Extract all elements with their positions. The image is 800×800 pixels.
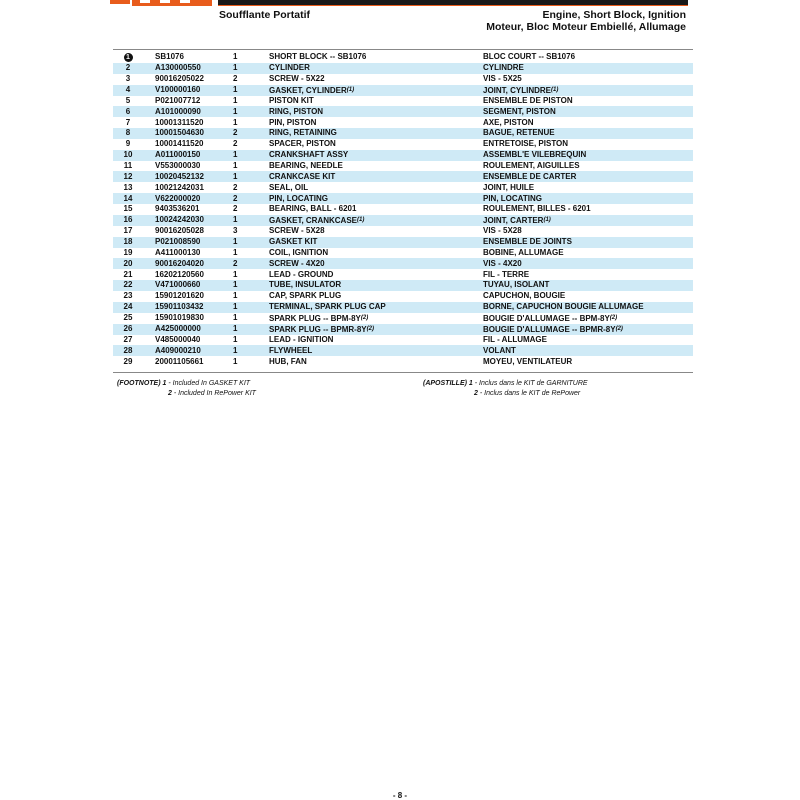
ref-number-cell: 4 [113, 85, 143, 96]
part-number-cell: 16202120560 [155, 269, 204, 279]
description-en-cell [269, 280, 483, 291]
description-fr-cell [483, 215, 693, 226]
description-en: TUBE, INSULATOR [269, 280, 342, 290]
footnote-label: (FOOTNOTE) [117, 380, 161, 387]
table-row [113, 74, 693, 85]
description-fr: ENSEMBLE DE JOINTS [483, 237, 572, 247]
description-en-cell [269, 193, 483, 204]
description-en: GASKET, CYLINDER [269, 85, 347, 95]
description-fr-cell [483, 96, 693, 107]
page-title-left: Soufflante Portatif [219, 9, 310, 21]
description-en: SPARK PLUG -- BPM-8Y [269, 313, 361, 323]
description-en: SEAL, OIL [269, 182, 309, 192]
description-fr-cell [483, 345, 693, 356]
description-fr: AXE, PISTON [483, 117, 534, 127]
description-en-cell [269, 313, 483, 324]
footnotes-en [117, 379, 256, 398]
quantity-cell: 1 [233, 345, 269, 356]
table-row [113, 248, 693, 259]
description-en-cell [269, 63, 483, 74]
description-en-cell [269, 258, 483, 269]
description-en: GASKET, CRANKCASE [269, 215, 358, 225]
description-fr: BLOC COURT -- SB1076 [483, 52, 576, 62]
description-en-cell [269, 248, 483, 259]
description-fr-cell [483, 237, 693, 248]
description-en: SCREW - 5X22 [269, 74, 325, 84]
footnote-ref: (1) [346, 86, 355, 93]
part-number-cell: A130000550 [143, 63, 233, 74]
footnote-ref: (2) [366, 325, 374, 332]
description-fr-cell [483, 150, 693, 161]
description-fr: ENSEMBLE DE CARTER [483, 171, 577, 181]
footnote-text: - Included In GASKET KIT [168, 380, 251, 387]
quantity-cell: 2 [233, 128, 269, 139]
description-fr: VIS - 4X20 [483, 258, 522, 268]
brand-logo [110, 0, 215, 6]
table-row [113, 226, 693, 237]
description-en-cell [269, 74, 483, 85]
description-fr: BAGUE, RETENUE [483, 128, 555, 138]
part-number-cell: A011000150 [143, 150, 233, 161]
table-row [113, 237, 693, 248]
ref-number-cell: 25 [123, 313, 133, 323]
part-number-cell: V471000660 [143, 280, 233, 291]
quantity-cell: 1 [233, 334, 238, 344]
table-row [113, 171, 693, 182]
footnote-label: (APOSTILLE) [423, 380, 467, 387]
description-en-cell [269, 237, 483, 248]
footnote-number: 2 [474, 389, 478, 397]
section-title-fr: Moteur, Bloc Moteur Embiellé, Allumage [486, 21, 686, 33]
description-en-cell [269, 356, 483, 367]
table-row [113, 161, 693, 172]
description-fr-cell [483, 269, 693, 280]
part-number-cell: A409000210 [143, 345, 233, 356]
ref-number-cell: 3 [125, 74, 131, 84]
description-en: SPARK PLUG -- BPMR-8Y [269, 324, 367, 334]
description-en: SPACER, PISTON [269, 139, 336, 149]
description-en-cell [269, 171, 483, 182]
ref-number-cell: 16 [113, 215, 143, 226]
description-en: FLYWHEEL [269, 345, 313, 355]
quantity-cell: 1 [233, 247, 238, 257]
description-fr-cell [483, 182, 693, 193]
description-en-cell [269, 139, 483, 150]
footnotes-fr [423, 379, 588, 398]
description-en-cell [269, 324, 483, 335]
table-row [113, 52, 693, 63]
description-fr-cell [483, 258, 693, 269]
table-row [113, 106, 693, 117]
description-en-cell [269, 335, 483, 346]
description-fr: ROULEMENT, AIGUILLES [483, 161, 580, 171]
description-fr-cell [483, 63, 693, 74]
description-fr: CAPUCHON, BOUGIE [483, 291, 566, 301]
description-fr-cell [483, 324, 693, 335]
table-row [113, 193, 693, 204]
footnote-text: - Inclus dans le KIT de RePower [479, 389, 581, 397]
footnote-ref: (1) [543, 216, 551, 223]
description-en: CAP, SPARK PLUG [269, 291, 342, 301]
ref-number-cell: 12 [113, 171, 143, 182]
quantity-cell: 1 [233, 324, 269, 335]
description-fr: ROULEMENT, BILLES - 6201 [483, 204, 591, 214]
description-en-cell [269, 182, 483, 193]
table-row [113, 356, 693, 367]
part-number-cell: A425000000 [143, 324, 233, 335]
description-en: PISTON KIT [269, 95, 314, 105]
part-number-cell: 20001105661 [155, 356, 204, 366]
description-en: BEARING, NEEDLE [269, 161, 343, 171]
ref-number-cell: 15 [123, 204, 133, 214]
table-row [113, 117, 693, 128]
table-row [113, 291, 693, 302]
table-row [113, 182, 693, 193]
description-fr: ENTRETOISE, PISTON [483, 139, 569, 149]
ref-number-cell: 2 [113, 63, 143, 74]
description-en: TERMINAL, SPARK PLUG CAP [269, 302, 386, 312]
part-number-cell: 10021242031 [155, 182, 204, 192]
footnote-ref: (2) [615, 325, 623, 332]
quantity-cell: 1 [233, 171, 269, 182]
quantity-cell: 3 [233, 226, 238, 236]
description-en-cell [269, 226, 483, 237]
ref-number-cell: 27 [123, 334, 133, 344]
part-number-cell: V100000160 [143, 85, 233, 96]
ref-number-cell: 21 [123, 269, 133, 279]
part-number-cell: P021008590 [143, 237, 233, 248]
footnote-text: - Included In RePower KIT [173, 389, 256, 397]
description-fr: SEGMENT, PISTON [483, 106, 556, 116]
part-number-cell: 15901103432 [143, 302, 233, 313]
table-bottom-rule [113, 372, 693, 373]
quantity-cell: 1 [233, 215, 269, 226]
description-en-cell [269, 117, 483, 128]
ref-number-cell: 8 [113, 128, 143, 139]
quantity-cell: 1 [233, 161, 238, 171]
quantity-cell: 2 [233, 204, 238, 214]
description-en-cell [269, 302, 483, 313]
description-fr: BORNE, CAPUCHON BOUGIE ALLUMAGE [483, 302, 644, 312]
ref-number-cell: 7 [125, 117, 131, 127]
table-row [113, 150, 693, 161]
ref-number-cell: 19 [123, 247, 133, 257]
footnote-number: 2 [168, 389, 172, 397]
ref-number-cell: 10 [113, 150, 143, 161]
part-number-cell: 90016205022 [155, 74, 204, 84]
section-title-en: Engine, Short Block, Ignition [542, 9, 686, 21]
table-top-rule [113, 49, 693, 50]
description-en: PIN, LOCATING [269, 193, 328, 203]
quantity-cell: 1 [233, 356, 238, 366]
description-fr: FIL - ALLUMAGE [483, 334, 547, 344]
description-fr-cell [483, 161, 693, 172]
description-en-cell [269, 215, 483, 226]
table-row [113, 345, 693, 356]
footnote-ref: (2) [609, 314, 618, 321]
description-en: CYLINDER [269, 63, 310, 73]
description-en: GASKET KIT [269, 237, 318, 247]
quantity-cell: 1 [233, 106, 269, 117]
quantity-cell: 1 [233, 280, 269, 291]
quantity-cell: 2 [233, 258, 269, 269]
ref-number-cell: 17 [123, 226, 133, 236]
description-fr: CYLINDRE [483, 63, 524, 73]
description-fr-cell [483, 52, 693, 63]
quantity-cell: 1 [233, 63, 269, 74]
table-row [113, 269, 693, 280]
table-row [113, 335, 693, 346]
table-row [113, 302, 693, 313]
parts-table [113, 52, 693, 367]
ref-number-cell: 18 [113, 237, 143, 248]
page-number: - 8 - [392, 791, 408, 800]
quantity-cell: 1 [233, 52, 238, 62]
footnote-ref: (1) [551, 86, 559, 93]
description-en: RING, RETAINING [269, 128, 337, 138]
description-fr-cell [483, 139, 693, 150]
description-en: SCREW - 5X28 [269, 226, 325, 236]
ref-number-cell: 23 [123, 291, 133, 301]
part-number-cell: 90016205028 [155, 226, 204, 236]
quantity-cell: 1 [233, 269, 238, 279]
description-fr-cell [483, 106, 693, 117]
part-number-cell: A101000090 [143, 106, 233, 117]
ref-number-cell: 11 [123, 161, 133, 171]
description-en: HUB, FAN [269, 356, 307, 366]
part-number-cell: 10001411520 [155, 139, 204, 149]
description-en: LEAD - GROUND [269, 269, 334, 279]
description-fr-cell [483, 193, 693, 204]
footnote-text: - Inclus dans le KIT de GARNITURE [474, 380, 588, 387]
part-number-cell: 10024242030 [143, 215, 233, 226]
ref-number-cell: 20 [113, 258, 143, 269]
quantity-cell: 2 [233, 139, 238, 149]
quantity-cell: 1 [233, 117, 238, 127]
description-fr: BOBINE, ALLUMAGE [483, 247, 564, 257]
part-number-cell: V553000030 [155, 161, 201, 171]
description-fr-cell [483, 204, 693, 215]
description-en-cell [269, 150, 483, 161]
description-fr-cell [483, 171, 693, 182]
description-en-cell [269, 291, 483, 302]
table-row [113, 63, 693, 74]
ref-number-cell: 13 [123, 182, 133, 192]
part-number-cell: V485000040 [155, 334, 201, 344]
quantity-cell: 2 [233, 193, 269, 204]
description-fr-cell [483, 117, 693, 128]
description-en: PIN, PISTON [269, 117, 317, 127]
footnote-ref: (1) [357, 216, 365, 223]
description-fr: ASSEMBL'E VILEBREQUIN [483, 150, 587, 160]
description-fr-cell [483, 226, 693, 237]
description-fr: VOLANT [483, 345, 516, 355]
quantity-cell: 2 [233, 74, 238, 84]
table-row [113, 324, 693, 335]
ref-number-cell: 9 [125, 139, 131, 149]
table-row [113, 280, 693, 291]
footnote-number: 1 [162, 380, 167, 387]
part-number-cell: 10020452132 [143, 171, 233, 182]
part-number-cell: 15901019830 [155, 313, 204, 323]
ref-number-cell: 5 [125, 95, 131, 105]
description-fr: JOINT, HUILE [483, 182, 535, 192]
ref-number-cell [113, 52, 143, 63]
description-fr: BOUGIE D'ALLUMAGE -- BPM-8Y [483, 313, 610, 323]
quantity-cell: 1 [233, 85, 269, 96]
table-row [113, 204, 693, 215]
description-fr: JOINT, CARTER [483, 215, 544, 225]
footnote-number: 1 [468, 380, 473, 387]
quantity-cell: 2 [233, 182, 238, 192]
description-en-cell [269, 52, 483, 63]
header-bar-accent [218, 5, 688, 6]
description-fr: TUYAU, ISOLANT [483, 280, 550, 290]
part-number-cell: 10001504630 [143, 128, 233, 139]
description-en-cell [269, 345, 483, 356]
description-fr: BOUGIE D'ALLUMAGE -- BPMR-8Y [483, 324, 616, 334]
ref-number-cell: 6 [113, 106, 143, 117]
description-fr-cell [483, 280, 693, 291]
table-row [113, 313, 693, 324]
ref-number-cell: 22 [113, 280, 143, 291]
description-en-cell [269, 204, 483, 215]
description-fr-cell [483, 302, 693, 313]
description-fr: VIS - 5X25 [483, 74, 522, 84]
description-en: RING, PISTON [269, 106, 324, 116]
description-fr-cell [483, 128, 693, 139]
part-number-cell: 10001311520 [155, 117, 204, 127]
ref-number-badge: 1 [124, 53, 133, 62]
description-en: BEARING, BALL - 6201 [269, 204, 357, 214]
description-en: LEAD - IGNITION [269, 334, 334, 344]
description-en-cell [269, 269, 483, 280]
description-fr: MOYEU, VENTILATEUR [483, 356, 573, 366]
description-en-cell [269, 96, 483, 107]
description-en: COIL, IGNITION [269, 247, 329, 257]
description-en-cell [269, 161, 483, 172]
table-row [113, 85, 693, 96]
part-number-cell: 15901201620 [155, 291, 204, 301]
parts-table-body [113, 52, 693, 367]
description-fr: ENSEMBLE DE PISTON [483, 95, 573, 105]
description-fr: FIL - TERRE [483, 269, 530, 279]
description-en: CRANKCASE KIT [269, 171, 336, 181]
description-en: SHORT BLOCK -- SB1076 [269, 52, 367, 62]
part-number-cell: P021007712 [155, 95, 201, 105]
ref-number-cell: 26 [113, 324, 143, 335]
table-row [113, 128, 693, 139]
description-fr-cell [483, 313, 693, 324]
ref-number-cell: 24 [113, 302, 143, 313]
description-fr: PIN, LOCATING [483, 193, 542, 203]
quantity-cell: 1 [233, 95, 238, 105]
quantity-cell: 1 [233, 313, 238, 323]
part-number-cell: 90016204020 [143, 258, 233, 269]
table-row [113, 215, 693, 226]
description-en-cell [269, 106, 483, 117]
part-number-cell: 9403536201 [155, 204, 200, 214]
quantity-cell: 1 [233, 150, 269, 161]
description-en-cell [269, 128, 483, 139]
table-row [113, 139, 693, 150]
description-fr-cell [483, 291, 693, 302]
part-number-cell: SB1076 [155, 52, 184, 62]
part-number-cell: V622000020 [143, 193, 233, 204]
footnote-ref: (2) [360, 314, 369, 321]
quantity-cell: 1 [233, 291, 238, 301]
quantity-cell: 1 [233, 237, 269, 248]
ref-number-cell: 28 [113, 345, 143, 356]
description-en: SCREW - 4X20 [269, 258, 325, 268]
quantity-cell: 1 [233, 302, 269, 313]
description-fr: VIS - 5X28 [483, 226, 522, 236]
description-fr-cell [483, 356, 693, 367]
part-number-cell: A411000130 [155, 247, 201, 257]
table-row [113, 258, 693, 269]
ref-number-cell: 29 [123, 356, 133, 366]
description-fr-cell [483, 248, 693, 259]
description-en: CRANKSHAFT ASSY [269, 150, 349, 160]
ref-number-cell: 14 [113, 193, 143, 204]
description-fr-cell [483, 335, 693, 346]
page-title-right [486, 9, 686, 33]
description-fr-cell [483, 74, 693, 85]
description-en-cell [269, 85, 483, 96]
description-fr: JOINT, CYLINDRE [483, 85, 552, 95]
description-fr-cell [483, 85, 693, 96]
table-row [113, 96, 693, 107]
